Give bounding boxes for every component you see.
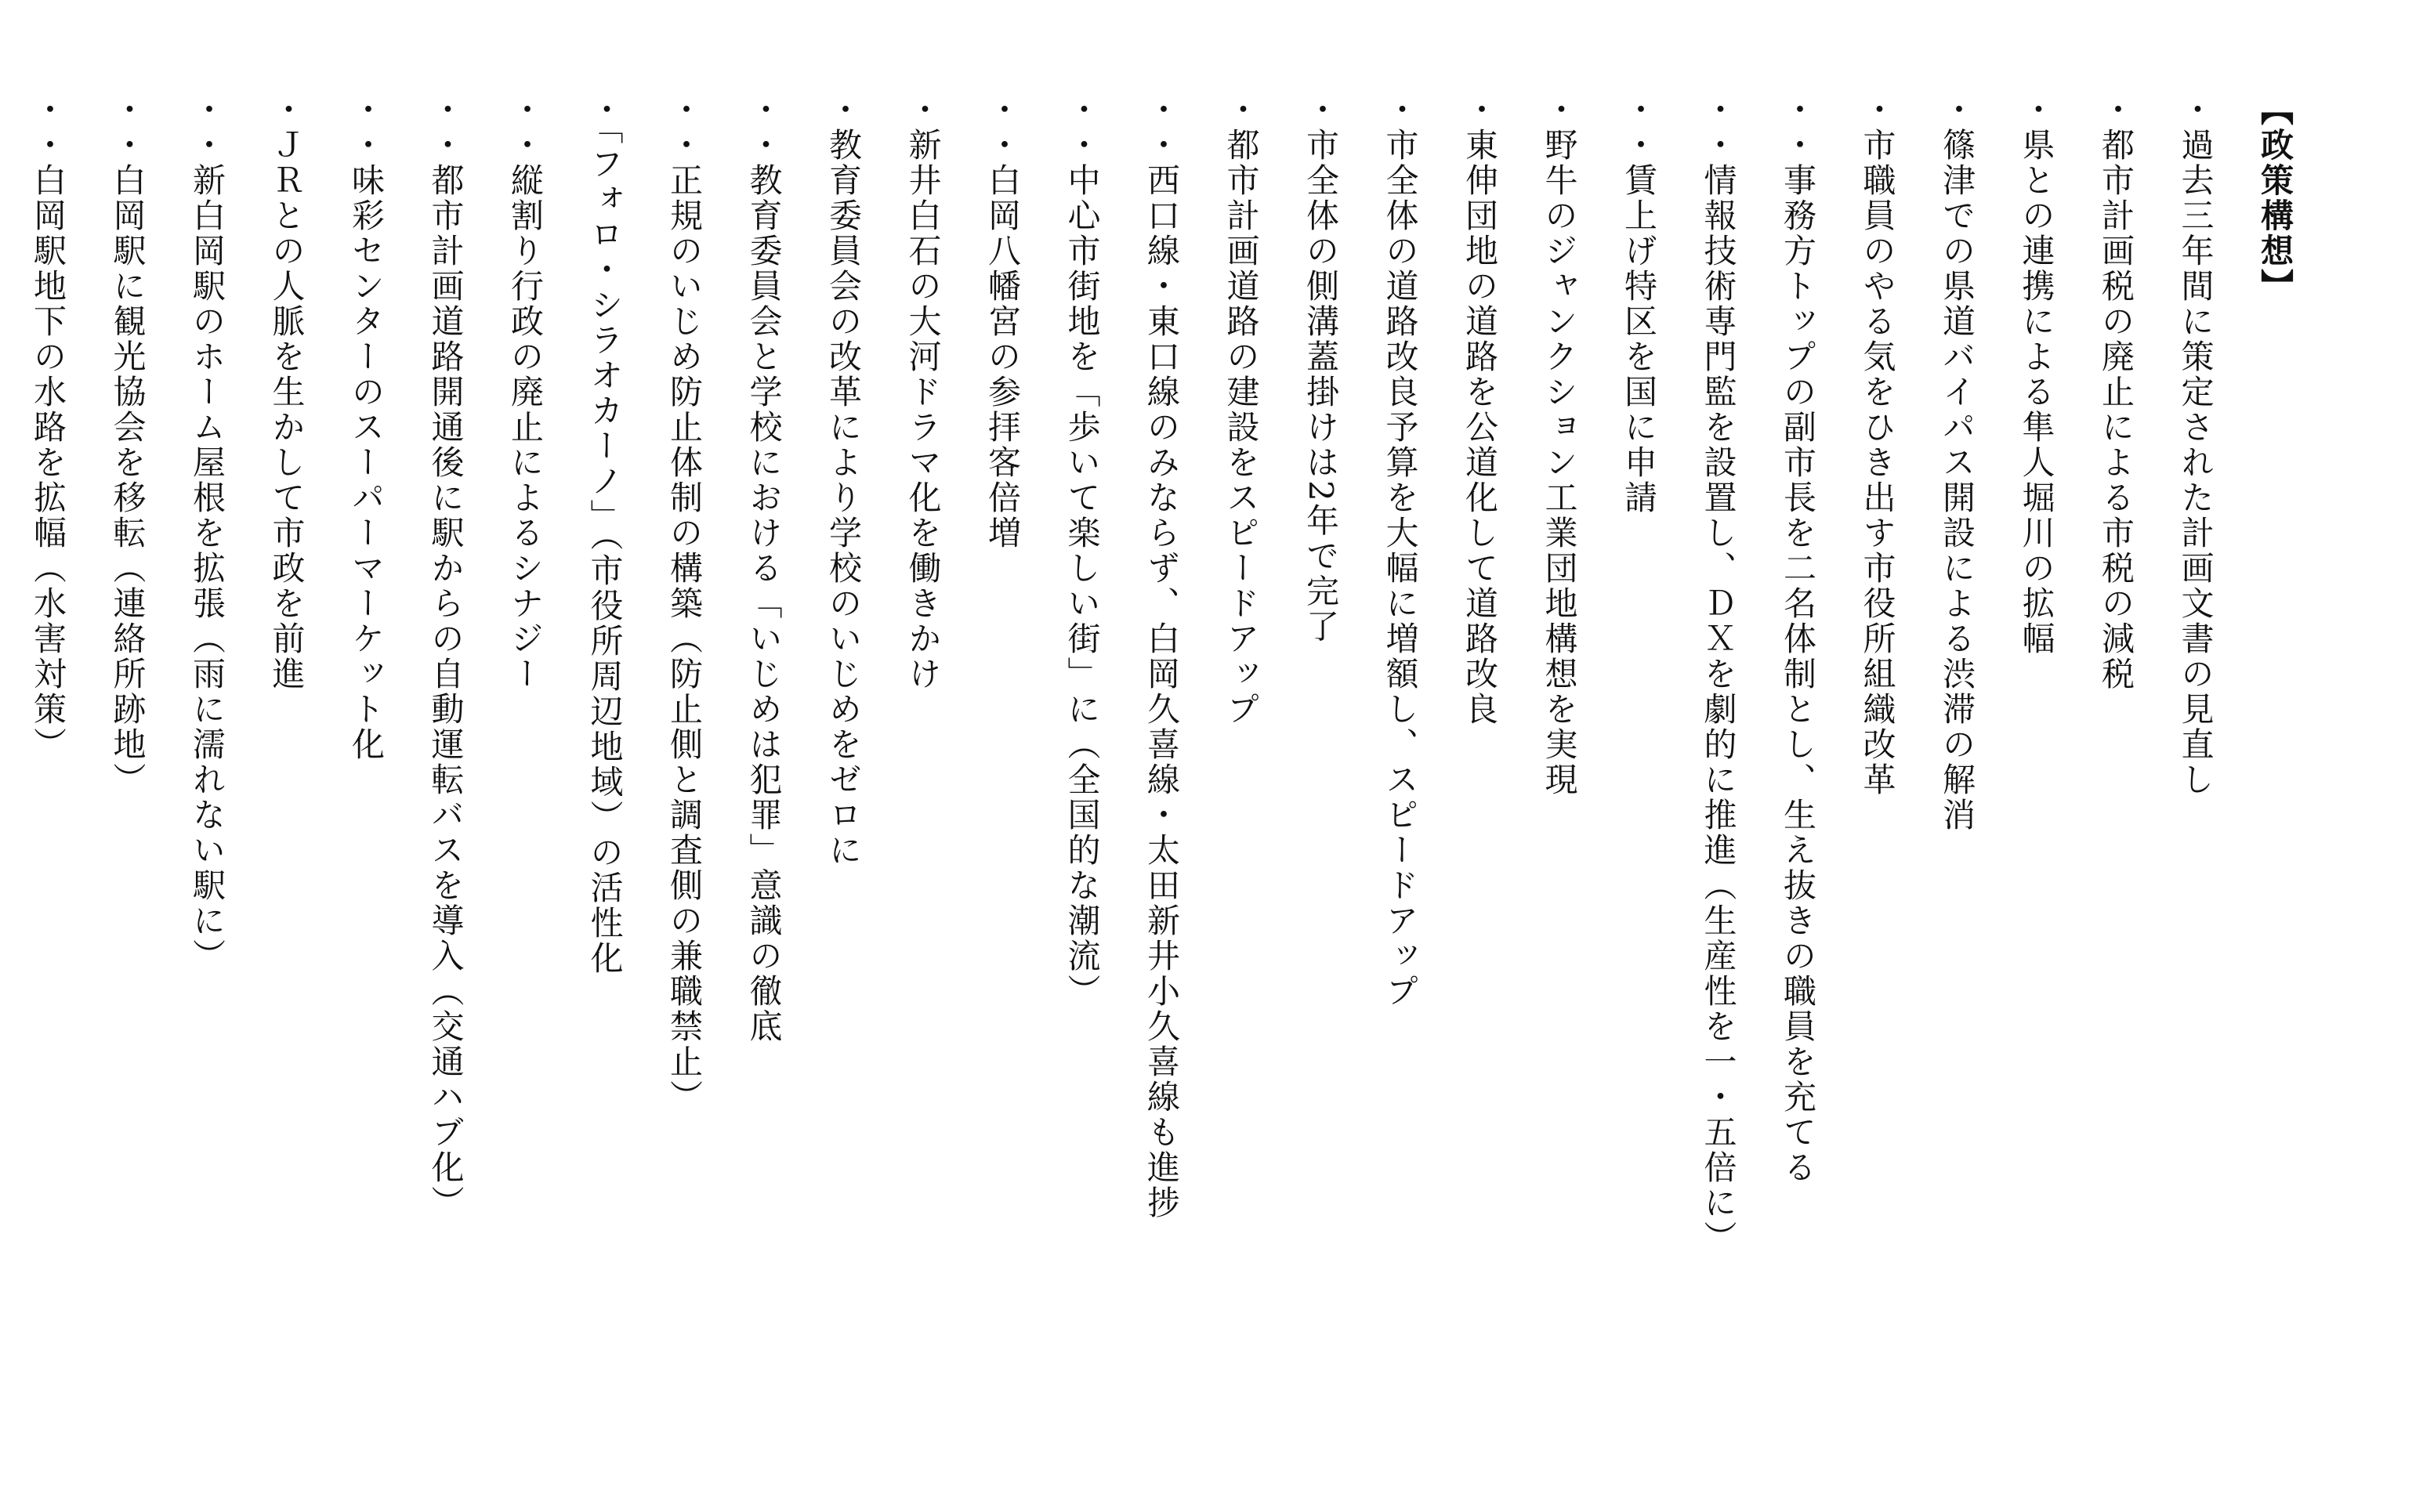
- policy-item: ・都市計画税の廃止による市税の減税: [2097, 92, 2135, 692]
- policy-subitem: ・・白岡駅地下の水路を拡幅（水害対策）: [29, 92, 67, 762]
- policy-subitem: ・・教育委員会と学校における「いじめは犯罪」意識の徹底: [744, 92, 784, 1044]
- policy-list: [0, 92, 2315, 1487]
- policy-subitem: ・・縦割り行政の廃止によるシナジー: [506, 92, 545, 692]
- policy-item: ・東伸団地の道路を公道化して道路改良: [1461, 92, 1499, 727]
- policy-subitem: ・・正規のいじめ防止体制の構築（防止側と調査側の兼職禁止）: [665, 92, 704, 1115]
- policy-subitem: ・・中心市街地を「歩いて楽しい街」に（全国的な潮流）: [1063, 92, 1102, 1009]
- policy-item: ・「フォロ・シラオカーノ」（市役所周辺地域）の活性化: [585, 92, 625, 976]
- policy-subitem: ・・賃上げ特区を国に申請: [1620, 92, 1658, 515]
- policy-item: ・野牛のジャンクション工業団地構想を実現: [1540, 92, 1579, 798]
- policy-item: ・教育委員会の改革により学校のいじめをゼロに: [824, 92, 863, 868]
- policy-item: ・過去三年間に策定された計画文書の見直し: [2176, 92, 2215, 798]
- policy-subitem: ・・新白岡駅のホーム屋根を拡張（雨に濡れない駅に）: [188, 92, 226, 974]
- policy-subitem: ・・都市計画道路開通後に駅からの自動運転バスを導入（交通ハブ化）: [426, 92, 465, 1221]
- policy-subitem: ・・事務方トップの副市長を二名体制とし、生え抜きの職員を充てる: [1779, 92, 1817, 1185]
- policy-item: ・ＪＲとの人脈を生かして市政を前進: [267, 92, 306, 692]
- policy-subitem: ・・味彩センターのスーパーマーケット化: [347, 92, 386, 762]
- policy-subitem: ・・西口線・東口線のみならず、白岡久喜線・太田新井小久喜線も進捗: [1143, 92, 1181, 1221]
- policy-subitem: ・・情報技術専門監を設置し、ＤＸを劇的に推進（生産性を一・五倍に）: [1699, 92, 1738, 1256]
- policy-item: ・都市計画道路の建設をスピードアップ: [1222, 92, 1261, 727]
- policy-subitem: ・・白岡駅に観光協会を移転（連絡所跡地）: [108, 92, 147, 798]
- policy-item: ・新井白石の大河ドラマ化を働きかけ: [904, 92, 943, 692]
- policy-heading: 【政策構想】: [2256, 92, 2294, 304]
- policy-item: ・市職員のやる気をひき出す市役所組織改革: [1858, 92, 1897, 798]
- policy-item: ・篠津での県道バイパス開設による渋滞の解消: [1938, 92, 1976, 833]
- policy-item: ・市全体の側溝蓋掛けは2年で完了: [1302, 92, 1340, 645]
- policy-item: ・県との連携による隼人堀川の拡幅: [2017, 92, 2056, 657]
- policy-subitem: ・・白岡八幡宮の参拝客倍増: [983, 92, 1022, 551]
- policy-item: ・市全体の道路改良予算を大幅に増額し、スピードアップ: [1381, 92, 1420, 1009]
